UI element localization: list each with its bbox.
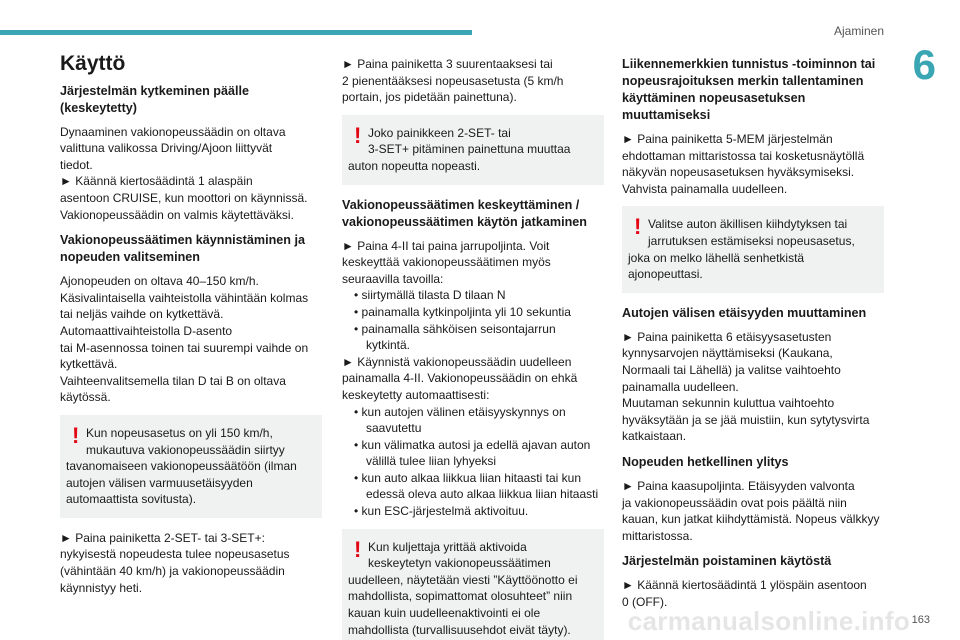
list-item-continuation: saavutettu bbox=[366, 421, 422, 436]
heading-line: vakionopeussäätimen käytön jatkaminen bbox=[342, 214, 587, 229]
subheading-switch-off: Järjestelmän poistaminen käytöstä bbox=[622, 554, 832, 569]
text-line: Vaihteenvalitsemella tilan D tai B on oltava bbox=[60, 373, 286, 388]
text-line: ja vakionopeussäädin ovat pois päältä niin bbox=[622, 495, 847, 510]
notice-line: mahdollista (turvallisuusehdot eivät täyty). bbox=[348, 622, 571, 637]
heading-line: (keskeytetty) bbox=[60, 100, 138, 115]
chapter-title: Ajaminen bbox=[833, 24, 884, 38]
notice-line: keskeytetyn vakionopeussäätimen bbox=[368, 556, 551, 571]
paragraph bbox=[622, 478, 884, 544]
text-line: ► Paina kaasupoljinta. Etäisyyden valvonta bbox=[622, 478, 855, 493]
notice-line: mahdollista, sopimattomat olosuhteet” niin bbox=[348, 589, 573, 604]
heading-line: käyttäminen nopeusasetuksen bbox=[622, 91, 806, 105]
notice-line: ajonopeuttasi. bbox=[628, 267, 703, 282]
subheading-override: Nopeuden hetkellinen ylitys bbox=[622, 454, 789, 469]
heading-line: Vakionopeussäätimen keskeyttäminen / bbox=[342, 197, 580, 212]
notice-line: Kun nopeusasetus on yli 150 km/h, bbox=[86, 425, 273, 440]
list-item-continuation: välillä tulee liian lyhyeksi bbox=[366, 454, 497, 469]
text-line: näkyvän nopeusasetuksen hyväksymiseksi. bbox=[622, 165, 855, 180]
text-line: ► Paina painiketta 6 etäisyysasetusten bbox=[622, 329, 832, 344]
subheading-traffic-sign bbox=[622, 56, 884, 124]
text-line: Vakionopeussäädin on valmis käytettäväksi. bbox=[60, 207, 294, 222]
list-item-continuation: edessä oleva auto alkaa liikkua liian hitaasti bbox=[366, 487, 599, 502]
text-line: kynnysarvojen näyttämiseksi (Kaukana, bbox=[622, 346, 833, 361]
heading-line: Järjestelmän kytkeminen päälle bbox=[60, 83, 250, 98]
text-line: ► Paina painiketta 2-SET- tai 3-SET+: bbox=[60, 530, 265, 545]
section-title: Käyttö bbox=[60, 52, 126, 75]
notice-line: mukautuva vakionopeussäädin siirtyy bbox=[86, 442, 285, 457]
subheading-distance: Autojen välisen etäisyyden muuttaminen bbox=[622, 305, 867, 320]
paragraph bbox=[60, 124, 322, 224]
text-line: Käsivalintaisella vaihteistolla vähintään kolmas bbox=[60, 290, 309, 305]
notice-line: Kun kuljettaja yrittää aktivoida bbox=[368, 539, 527, 554]
paragraph bbox=[60, 530, 322, 596]
notice-line: Joko painikkeen 2-SET- tai bbox=[368, 125, 511, 140]
warning-notice bbox=[60, 415, 322, 518]
paragraph bbox=[342, 56, 604, 106]
text-line: käynnistyy heti. bbox=[60, 580, 143, 595]
subheading-pause-resume bbox=[342, 197, 604, 231]
notice-line: auton nopeutta nopeasti. bbox=[348, 158, 481, 173]
text-line: ► Käynnistä vakionopeussäädin uudelleen bbox=[342, 354, 572, 369]
text-line: käytössä. bbox=[60, 390, 111, 405]
text-line: ► Paina 4-II tai paina jarrupoljinta. Voit bbox=[342, 238, 550, 253]
list-item: • kun ESC-järjestelmä aktivoituu. bbox=[354, 504, 529, 519]
list-item: • siirtymällä tilasta D tilaan N bbox=[354, 288, 506, 303]
notice-line: uudelleen, näytetään viesti ”Käyttöönotto ei bbox=[348, 572, 578, 587]
text-line: seuraavilla tavoilla: bbox=[342, 271, 444, 286]
paragraph bbox=[622, 131, 884, 197]
chapter-color-bar bbox=[0, 30, 472, 35]
heading-line: nopeusrajoituksen merkin tallentaminen bbox=[622, 74, 864, 88]
text-line: katkaistaan. bbox=[622, 429, 687, 444]
column-1 bbox=[60, 52, 322, 605]
page-number: 163 bbox=[911, 614, 930, 626]
chapter-number: 6 bbox=[912, 41, 936, 88]
text-line: portain, jos pidetään painettuna). bbox=[342, 90, 517, 105]
text-line: painamalla 4-II. Vakionopeussäädin on ehkä bbox=[342, 371, 578, 386]
watermark: carmanualsonline.info bbox=[627, 606, 910, 636]
text-line: ► Paina painiketta 5-MEM järjestelmän bbox=[622, 132, 833, 146]
text-line: kauan, kun jatkat kiihdyttämistä. Nopeus välkkyy bbox=[622, 512, 880, 527]
text-line: 0 (OFF). bbox=[622, 594, 668, 609]
paragraph bbox=[622, 329, 884, 445]
column-2 bbox=[342, 56, 604, 640]
text-line: asentoon CRUISE, kun moottori on käynnissä. bbox=[60, 190, 308, 205]
notice-line: jarrutuksen estämiseksi nopeusasetus, bbox=[648, 233, 855, 248]
text-line: 2 pienentääksesi nopeusasetusta (5 km/h bbox=[342, 73, 564, 88]
heading-line: muuttamiseksi bbox=[622, 108, 711, 122]
text-line: valittuna valikossa Driving/Ajoon liittyvät bbox=[60, 141, 273, 156]
text-line: Normaali tai Lähellä) ja valitse vaihtoehto bbox=[622, 362, 841, 377]
text-line: tai neljäs vaihde on kytkettävä. bbox=[60, 307, 224, 322]
text-line: keskeytetty automaattisesti: bbox=[342, 387, 490, 402]
text-line: Ajonopeuden on oltava 40–150 km/h. bbox=[60, 274, 259, 289]
text-line: Muutaman sekunnin kuluttua vaihtoehto bbox=[622, 396, 835, 411]
subheading-start bbox=[60, 232, 322, 266]
text-line: hyväksytään ja se jää muistiin, kun sytytysvirta bbox=[622, 412, 870, 427]
list-item-continuation: kytkintä. bbox=[366, 338, 411, 353]
text-line: painamalla uudelleen. bbox=[622, 379, 739, 394]
subheading-switch-on bbox=[60, 83, 322, 117]
exclamation-warning-icon: ! bbox=[634, 214, 642, 240]
notice-line: autojen välisen varmuusetäisyyden bbox=[66, 475, 253, 490]
paragraph bbox=[342, 238, 604, 520]
list-item: • kun välimatka autosi ja edellä ajavan auton bbox=[354, 437, 591, 452]
exclamation-warning-icon: ! bbox=[354, 536, 362, 562]
notice-line: joka on melko lähellä senhetkistä bbox=[628, 250, 805, 265]
list-item: • painamalla sähköisen seisontajarrun bbox=[354, 321, 556, 336]
text-line: tiedot. bbox=[60, 157, 93, 172]
text-line: ► Paina painiketta 3 suurentaaksesi tai bbox=[342, 57, 553, 71]
list-item: • kun auto alkaa liikkua liian hitaasti tai kun bbox=[354, 470, 581, 485]
text-line: kytkettävä. bbox=[60, 357, 118, 372]
notice-line: 3-SET+ pitäminen painettuna muuttaa bbox=[368, 142, 571, 157]
heading-line: Liikennemerkkien tunnistus -toiminnon tai bbox=[622, 57, 876, 71]
text-line: tai M-asennossa toinen tai suurempi vaihde on bbox=[60, 340, 309, 355]
warning-notice bbox=[622, 206, 884, 292]
notice-line: automaattista sovitusta). bbox=[66, 492, 197, 507]
text-line: ► Käännä kiertosäädintä 1 alaspäin bbox=[60, 174, 253, 189]
text-line: Automaattivaihteistolla D-asento bbox=[60, 323, 233, 338]
warning-notice bbox=[342, 115, 604, 185]
exclamation-warning-icon: ! bbox=[354, 122, 362, 148]
list-item: • painamalla kytkinpoljinta yli 10 sekuntia bbox=[354, 304, 571, 319]
text-line: mittaristossa. bbox=[622, 528, 693, 543]
notice-line: Valitse auton äkillisen kiihdytyksen tai bbox=[648, 217, 848, 232]
list-item: • kun autojen välinen etäisyyskynnys on bbox=[354, 404, 566, 419]
notice-line: tavanomaiseen vakionopeussäätöön (ilman bbox=[66, 459, 297, 474]
text-line: ► Käännä kiertosäädintä 1 ylöspäin asentoon bbox=[622, 578, 867, 593]
text-line: nykyisestä nopeudesta tulee nopeusasetus bbox=[60, 547, 290, 562]
exclamation-warning-icon: ! bbox=[72, 422, 80, 448]
paragraph bbox=[60, 273, 322, 406]
text-line: ehdottaman mittaristossa tai kosketusnäytöllä bbox=[622, 148, 865, 163]
warning-notice bbox=[342, 529, 604, 640]
text-line: Vahvista painamalla uudelleen. bbox=[622, 181, 788, 196]
column-3 bbox=[622, 56, 884, 619]
notice-line: kauan kuin uudelleenaktivointi ei ole bbox=[348, 606, 541, 621]
heading-line: Vakionopeussäätimen käynnistäminen ja bbox=[60, 233, 305, 248]
text-line: keskeyttää vakionopeussäätimen myös bbox=[342, 255, 551, 270]
text-line: Dynaaminen vakionopeussäädin on oltava bbox=[60, 124, 286, 139]
text-line: (vähintään 40 km/h) ja vakionopeussäädin bbox=[60, 564, 285, 579]
heading-line: nopeuden valitseminen bbox=[60, 250, 200, 265]
